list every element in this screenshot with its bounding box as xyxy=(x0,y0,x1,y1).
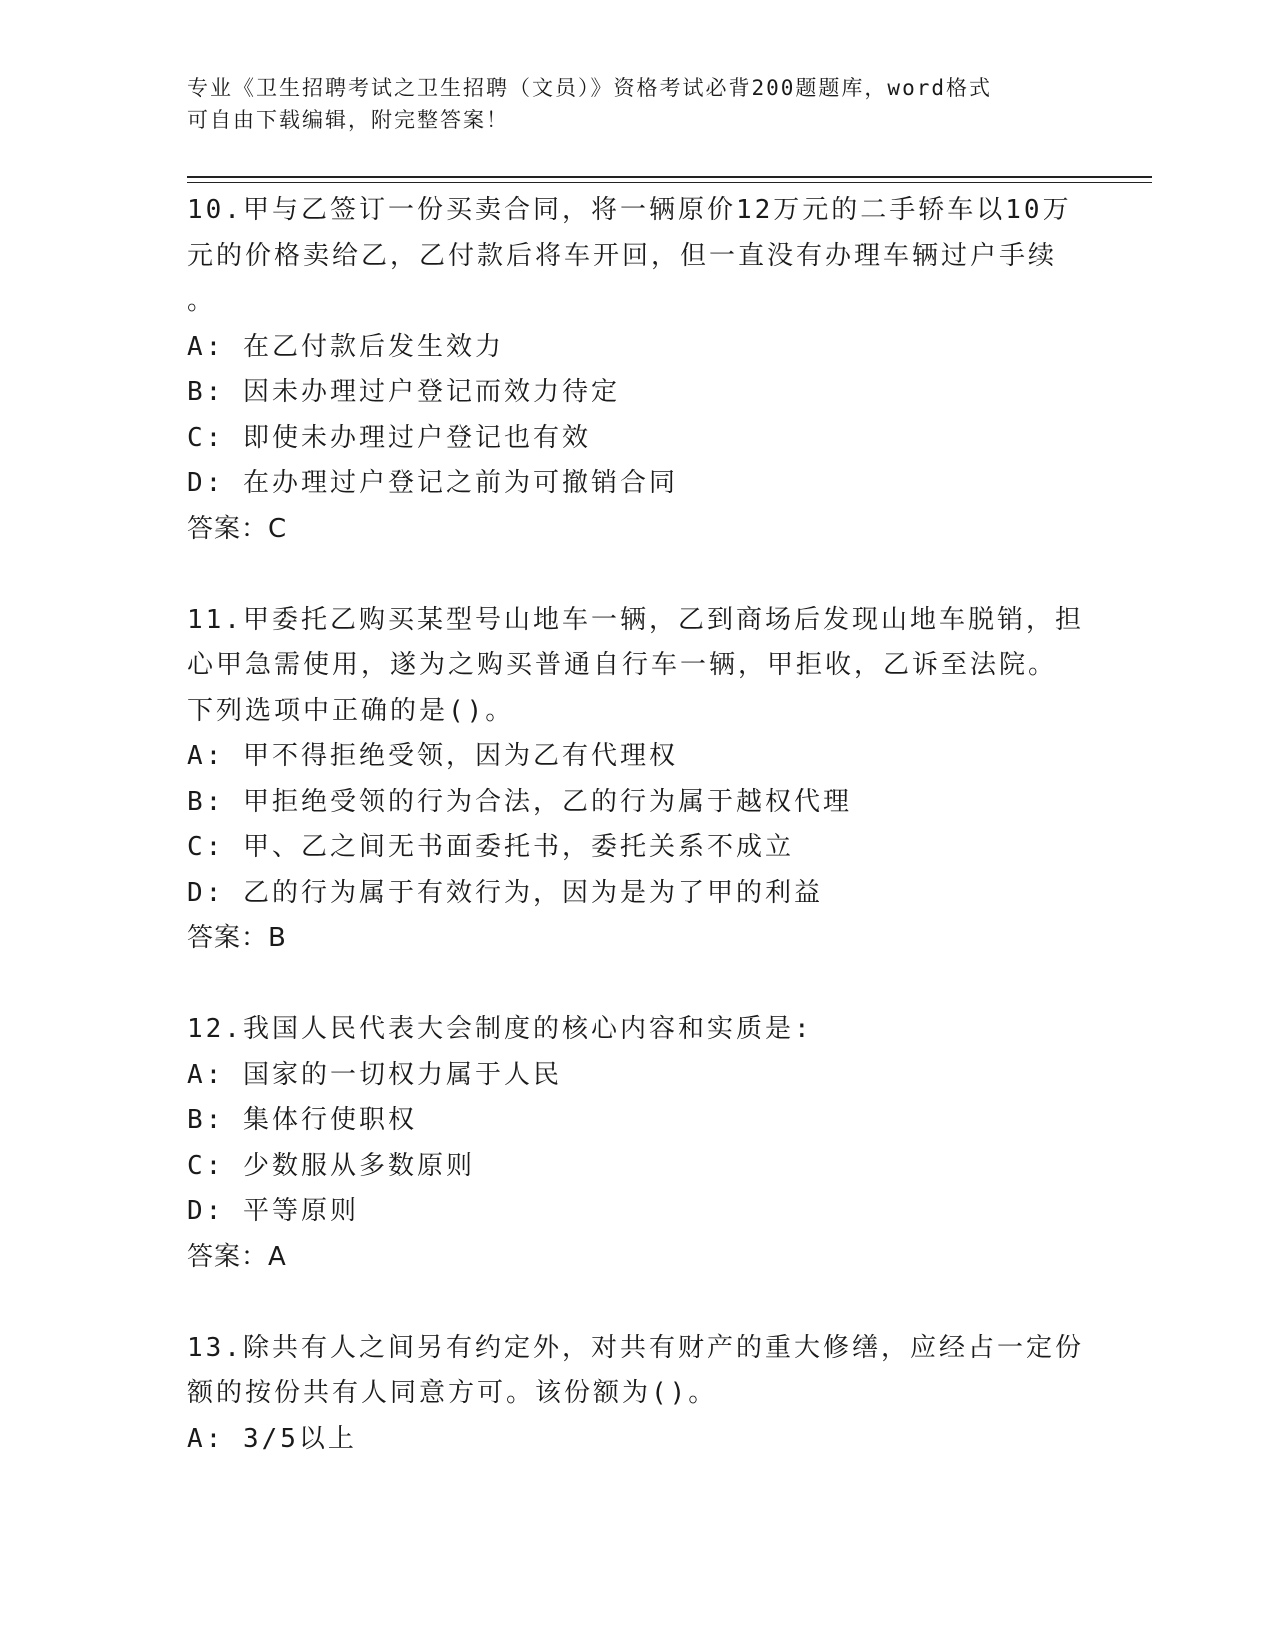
option-c xyxy=(187,1144,1087,1190)
option-text: 集体行使职权 xyxy=(242,1105,417,1135)
option-text: 在乙付款后发生效力 xyxy=(242,331,504,362)
option-key: D: xyxy=(187,1196,225,1226)
option-key: B: xyxy=(187,377,225,407)
answer-line: 答案：C xyxy=(187,513,288,544)
option-a xyxy=(187,325,1087,371)
option-text: 3/5以上 xyxy=(242,1423,357,1454)
question-10 xyxy=(187,188,1087,552)
spacer xyxy=(187,552,1087,598)
option-key: A: xyxy=(187,741,225,771)
option-d xyxy=(187,1189,1087,1235)
answer-line: 答案：B xyxy=(187,923,287,953)
question-13 xyxy=(187,1326,1087,1463)
option-text: 甲拒绝受领的行为合法，乙的行为属于越权代理 xyxy=(242,786,852,817)
document-header xyxy=(187,72,1067,136)
spacer xyxy=(187,1280,1087,1326)
option-text: 乙的行为属于有效行为，因为是为了甲的利益 xyxy=(242,877,823,908)
option-text: 平等原则 xyxy=(242,1196,359,1226)
option-d xyxy=(187,871,1087,917)
header-line-2: 可自由下载编辑，附完整答案！ xyxy=(187,108,509,132)
question-text-line: 12.我国人民代表大会制度的核心内容和实质是: xyxy=(187,1014,813,1044)
header-divider-thick xyxy=(187,176,1152,178)
option-c xyxy=(187,825,1087,871)
option-key: C: xyxy=(187,1150,225,1181)
option-text: 甲、乙之间无书面委托书，委托关系不成立 xyxy=(242,832,794,862)
question-11 xyxy=(187,598,1087,962)
option-a xyxy=(187,1417,1087,1463)
question-12 xyxy=(187,1007,1087,1280)
option-key: D: xyxy=(187,468,225,498)
answer-line: 答案：A xyxy=(187,1241,287,1272)
option-key: B: xyxy=(187,786,225,817)
option-a xyxy=(187,1053,1087,1099)
option-a xyxy=(187,734,1087,780)
option-key: A: xyxy=(187,1423,225,1454)
question-text-line: 下列选项中正确的是()。 xyxy=(187,695,515,726)
question-text-line: 额的按份共有人同意方可。该份额为()。 xyxy=(187,1378,718,1408)
question-text-line: 元的价格卖给乙，乙付款后将车开回，但一直没有办理车辆过户手续 xyxy=(187,240,1058,271)
option-key: C: xyxy=(187,832,225,862)
question-text-line: 心甲急需使用，遂为之购买普通自行车一辆，甲拒收，乙诉至法院。 xyxy=(187,650,1058,680)
question-list xyxy=(187,188,1087,1462)
option-b xyxy=(187,1098,1087,1144)
option-d xyxy=(187,461,1087,507)
question-text-line: 13.除共有人之间另有约定外，对共有财产的重大修缮，应经占一定份 xyxy=(187,1332,1084,1363)
option-key: A: xyxy=(187,331,225,362)
option-key: D: xyxy=(187,877,225,908)
header-divider-thin xyxy=(187,182,1152,183)
option-text: 少数服从多数原则 xyxy=(242,1150,475,1181)
option-text: 国家的一切权力属于人民 xyxy=(242,1059,562,1090)
spacer xyxy=(187,962,1087,1008)
option-text: 即使未办理过户登记也有效 xyxy=(242,422,591,453)
question-text-line: 。 xyxy=(187,286,217,316)
header-line-1: 专业《卫生招聘考试之卫生招聘（文员）》资格考试必背200题题库，word格式 xyxy=(187,76,992,100)
option-key: B: xyxy=(187,1105,225,1135)
option-key: C: xyxy=(187,422,225,453)
question-text-line: 10.甲与乙签订一份买卖合同，将一辆原价12万元的二手轿车以10万 xyxy=(187,195,1072,225)
option-b xyxy=(187,780,1087,826)
option-b xyxy=(187,370,1087,416)
option-text: 因未办理过户登记而效力待定 xyxy=(242,377,620,407)
option-text: 甲不得拒绝受领，因为乙有代理权 xyxy=(242,741,678,771)
option-c xyxy=(187,416,1087,462)
option-text: 在办理过户登记之前为可撤销合同 xyxy=(242,468,678,498)
question-text-line: 11.甲委托乙购买某型号山地车一辆，乙到商场后发现山地车脱销，担 xyxy=(187,604,1084,635)
option-key: A: xyxy=(187,1059,225,1090)
